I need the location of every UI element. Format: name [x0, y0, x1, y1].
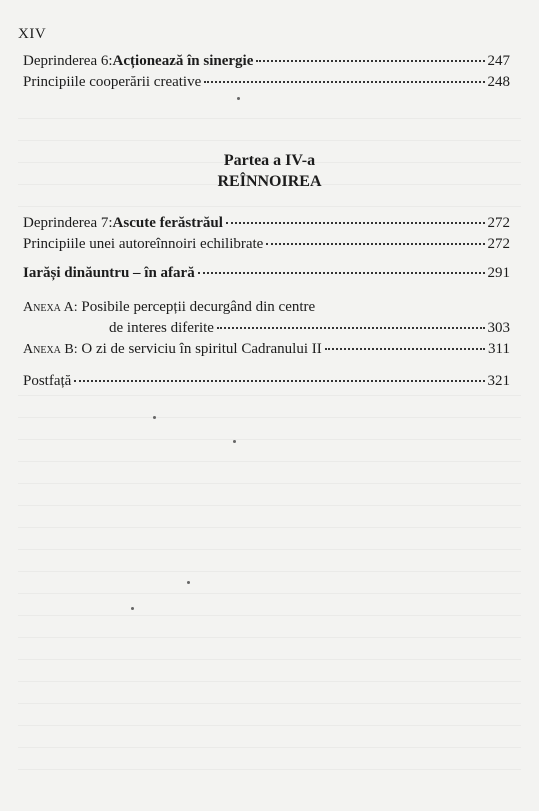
toc-entry-title: Ascute ferăstrăul: [112, 215, 223, 231]
toc-page-number: 272: [487, 236, 510, 252]
toc-page-number: 303: [487, 320, 510, 336]
toc-entry-title: Postfață: [23, 373, 72, 389]
part-title: REÎNNOIREA: [217, 173, 322, 190]
dot-leader: [204, 81, 484, 83]
dot-leader: [74, 380, 484, 382]
dot-leader: [256, 60, 484, 62]
annex-title-line-2: de interes diferite: [109, 320, 214, 336]
toc-entry-habit-6: [23, 53, 510, 70]
dot-leader: [266, 243, 484, 245]
toc-entry-prefix: Principiile unei autoreînnoiri echilibrate: [23, 236, 264, 252]
page-number: XIV: [18, 26, 47, 42]
toc-entry-title: Iarăși dinăuntru – în afară: [23, 265, 195, 281]
paper-speck: [153, 416, 156, 419]
toc-entry-self-renewal: [23, 236, 510, 253]
paper-speck: [233, 440, 236, 443]
dot-leader: [226, 222, 485, 224]
part-label: Partea a IV-a: [223, 152, 316, 169]
toc-entry-annex-b: [23, 341, 510, 358]
dot-leader: [325, 348, 485, 350]
toc-page-number: 272: [487, 215, 510, 231]
toc-entry-creative-cooperation: [23, 74, 510, 91]
toc-entry-prefix: Deprinderea 6:: [23, 53, 113, 69]
toc-page-number: 291: [487, 265, 510, 281]
paper-speck: [131, 607, 134, 610]
annex-label: Anexa A:: [23, 300, 78, 315]
toc-entry-annex-a: [23, 297, 510, 338]
toc-entry-postface: [23, 373, 510, 390]
toc-page-number: 311: [488, 341, 510, 357]
toc-page-number: 248: [487, 74, 510, 90]
annex-title-line-1: Posibile percepții decurgând din centre: [81, 299, 316, 315]
toc-entry-prefix: Deprinderea 7:: [23, 215, 113, 231]
toc-entry-prefix: Principiile cooperării creative: [23, 74, 202, 90]
annex-title: O zi de serviciu în spiritul Cadranului II: [81, 341, 322, 357]
annex-label: Anexa B:: [23, 342, 78, 357]
dot-leader: [217, 327, 485, 329]
paper-speck: [237, 97, 240, 100]
toc-page-number: 321: [487, 373, 510, 389]
toc-page-number: 247: [487, 53, 510, 69]
toc-entry-title: Acționează în sinergie: [112, 53, 254, 69]
toc-entry-inside-out: [23, 265, 510, 282]
dot-leader: [198, 272, 485, 274]
toc-entry-habit-7: [23, 215, 510, 232]
paper-speck: [187, 581, 190, 584]
